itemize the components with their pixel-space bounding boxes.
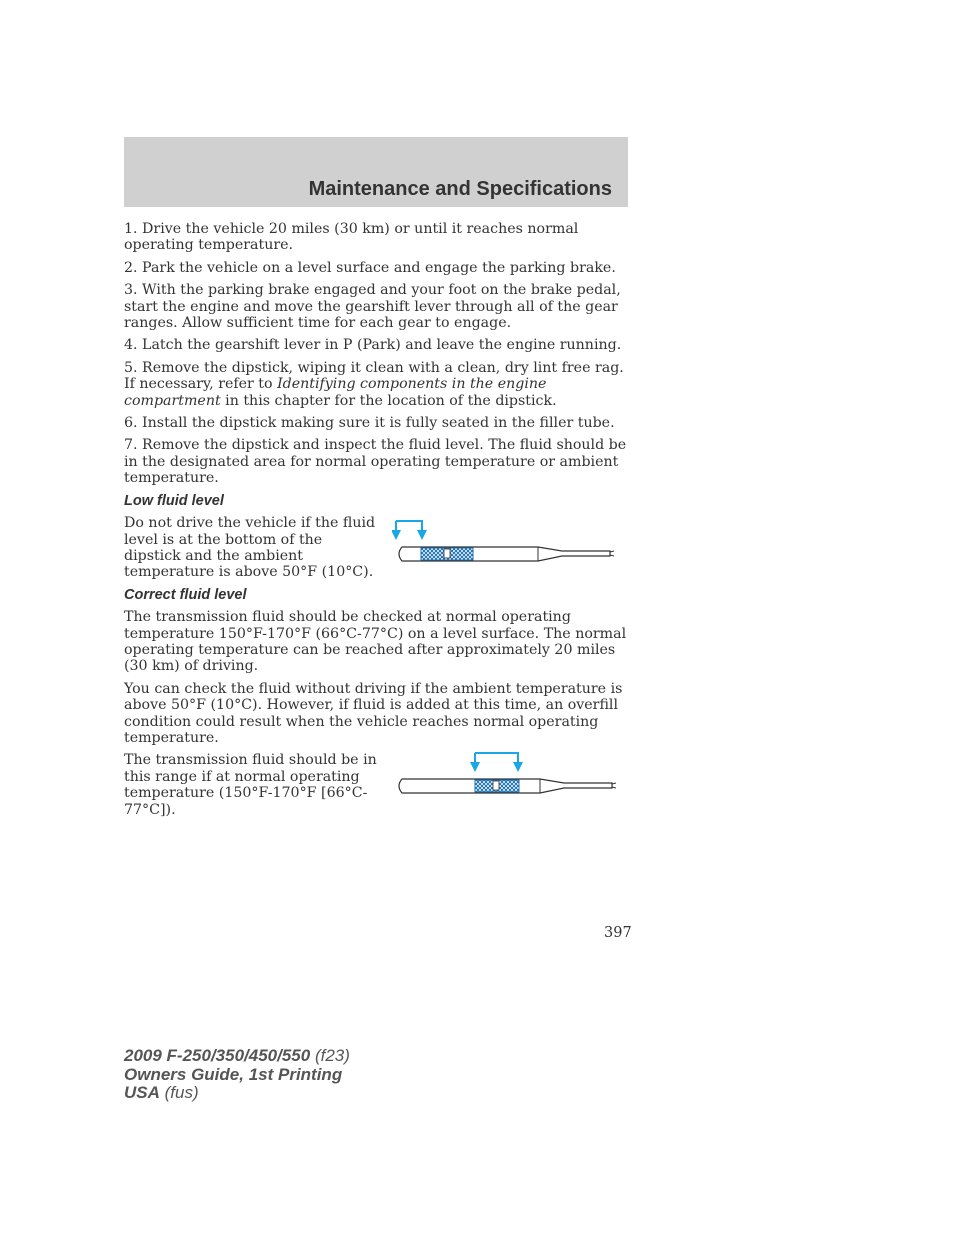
- section-header-band: [124, 137, 628, 207]
- step-3: 3. With the parking brake engaged and your foot on the brake pedal, start the engine and move the gearshift lever through all of the gear ranges. Allow sufficient time for each gear to engage.: [124, 282, 621, 332]
- low-fluid-heading: Low fluid level: [124, 492, 224, 509]
- dipstick-correct-level-icon: [394, 746, 620, 802]
- page-content: [124, 221, 630, 824]
- step-5-text-b: in this chapter for the location of the dipstick.: [220, 392, 557, 409]
- step-5-text-a: 5. Remove the dipstick, wiping it clean with a clean, dry lint free rag. If necessary, refer to: [124, 359, 624, 393]
- dipstick-low-level-icon: [392, 515, 618, 567]
- footer-model-code: (f23): [310, 1046, 350, 1065]
- correct-fluid-paragraph-1: The transmission fluid should be checked at normal operating temperature 150°F-170°F (66°C-77°C) on a level surface. The normal operating temperature can be reached after approximately 20 miles (30 km) of driving.: [124, 609, 627, 675]
- correct-fluid-text: The transmission fluid should be in this range if at normal operating temperature (150°F-170°F [66°C-77°C]).: [124, 752, 377, 818]
- step-6: 6. Install the dipstick making sure it is fully seated in the filler tube.: [124, 415, 615, 432]
- correct-fluid-paragraph-2: You can check the fluid without driving if the ambient temperature is above 50°F (10°C). However, if fluid is added at this time, an overfill condition could result when the vehicle reaches normal operating temperature.: [124, 680, 623, 746]
- footer-line-3: [124, 1084, 350, 1103]
- low-fluid-section: [124, 515, 630, 581]
- step-5: [124, 360, 630, 409]
- document-footer: [124, 1047, 350, 1103]
- step-7: 7. Remove the dipstick and inspect the fluid level. The fluid should be in the designated area for normal operating temperature or ambient temperature.: [124, 437, 627, 487]
- footer-market: USA: [124, 1083, 160, 1102]
- step-2: 2. Park the vehicle on a level surface and engage the parking brake.: [124, 259, 616, 276]
- correct-fluid-section: [124, 752, 630, 818]
- section-title: Maintenance and Specifications: [308, 178, 612, 200]
- step-5-reference: Identifying components in the engine compartment: [124, 376, 547, 409]
- step-4: 4. Latch the gearshift lever in P (Park) and leave the engine running.: [124, 337, 622, 354]
- footer-line-2: Owners Guide, 1st Printing: [124, 1064, 343, 1084]
- step-1: 1. Drive the vehicle 20 miles (30 km) or until it reaches normal operating temperature.: [124, 221, 579, 254]
- page-number: 397: [604, 925, 632, 941]
- footer-market-code: (fus): [159, 1083, 199, 1102]
- correct-fluid-heading: Correct fluid level: [124, 586, 247, 603]
- low-fluid-text: Do not drive the vehicle if the fluid level is at the bottom of the dipstick and the ambient temperature is above 50°F (10°C).: [124, 515, 376, 581]
- footer-line-1: [124, 1047, 350, 1066]
- footer-model: 2009 F-250/350/450/550: [124, 1046, 311, 1065]
